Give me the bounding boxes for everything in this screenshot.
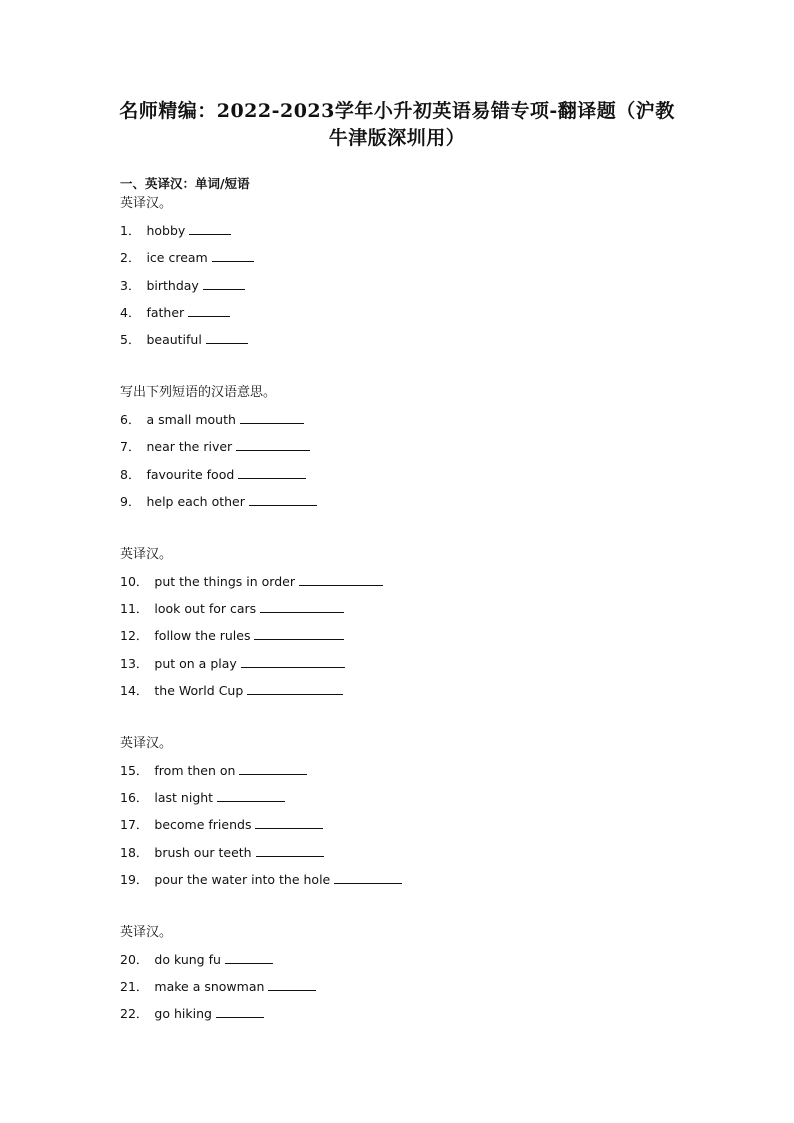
question-text: become friends (154, 817, 252, 832)
question-item (120, 330, 248, 348)
question-number: 20． (120, 952, 149, 967)
question-text: beautiful (146, 332, 202, 347)
question-item (120, 572, 383, 590)
question-item (120, 626, 344, 644)
answer-blank[interactable] (216, 1006, 264, 1018)
question-item (120, 950, 273, 968)
question-item (120, 437, 310, 455)
answer-blank[interactable] (334, 872, 402, 884)
question-number: 12． (120, 628, 149, 643)
question-number: 18． (120, 845, 149, 860)
question-text: favourite food (146, 467, 235, 482)
question-text: last night (154, 790, 214, 805)
instruction: 英译汉。 (120, 196, 173, 211)
question-number: 3． (120, 278, 141, 293)
answer-blank[interactable] (217, 790, 285, 802)
instruction: 写出下列短语的汉语意思。 (120, 385, 277, 400)
answer-blank[interactable] (256, 845, 324, 857)
question-text: follow the rules (154, 628, 251, 643)
question-text: birthday (146, 278, 199, 293)
question-text: pour the water into the hole (154, 872, 331, 887)
answer-blank[interactable] (206, 332, 248, 344)
answer-blank[interactable] (260, 601, 344, 613)
question-item (120, 761, 307, 779)
question-number: 2． (120, 250, 141, 265)
question-text: near the river (146, 439, 233, 454)
question-number: 4． (120, 305, 141, 320)
question-item (120, 815, 323, 833)
question-item (120, 465, 306, 483)
question-item (120, 599, 344, 617)
answer-blank[interactable] (236, 439, 310, 451)
instruction: 英译汉。 (120, 736, 173, 751)
question-text: make a snowman (154, 979, 265, 994)
question-item (120, 276, 245, 294)
answer-blank[interactable] (254, 628, 344, 640)
instruction: 英译汉。 (120, 925, 173, 940)
question-item (120, 681, 343, 699)
answer-blank[interactable] (212, 250, 254, 262)
answer-blank[interactable] (247, 683, 343, 695)
answer-blank[interactable] (240, 412, 304, 424)
question-number: 7． (120, 439, 141, 454)
answer-blank[interactable] (299, 574, 383, 586)
question-number: 13． (120, 656, 149, 671)
question-text: the World Cup (154, 683, 244, 698)
question-number: 16． (120, 790, 149, 805)
page-title-line2: 牛津版深圳用） (328, 127, 466, 149)
question-number: 1． (120, 223, 141, 238)
question-text: do kung fu (154, 952, 221, 967)
answer-blank[interactable] (249, 494, 317, 506)
answer-blank[interactable] (238, 467, 306, 479)
question-item (120, 870, 402, 888)
question-text: put the things in order (154, 574, 295, 589)
question-text: go hiking (154, 1006, 212, 1021)
question-item (120, 977, 316, 995)
question-text: brush our teeth (154, 845, 252, 860)
question-text: put on a play (154, 656, 237, 671)
answer-blank[interactable] (239, 763, 307, 775)
question-number: 22． (120, 1006, 149, 1021)
question-number: 17． (120, 817, 149, 832)
question-text: from then on (154, 763, 236, 778)
question-number: 11． (120, 601, 149, 616)
question-text: ice cream (146, 250, 208, 265)
answer-blank[interactable] (189, 223, 231, 235)
answer-blank[interactable] (188, 305, 230, 317)
question-number: 14． (120, 683, 149, 698)
question-item (120, 1004, 264, 1022)
question-number: 15． (120, 763, 149, 778)
question-item (120, 654, 345, 672)
answer-blank[interactable] (241, 656, 345, 668)
question-item (120, 410, 304, 428)
question-number: 8． (120, 467, 141, 482)
question-item (120, 248, 254, 266)
question-item (120, 221, 231, 239)
question-number: 21． (120, 979, 149, 994)
question-number: 5． (120, 332, 141, 347)
question-text: help each other (146, 494, 245, 509)
question-number: 9． (120, 494, 141, 509)
instruction: 英译汉。 (120, 547, 173, 562)
section-heading: 一、英译汉：单词/短语 (120, 176, 250, 191)
question-item (120, 303, 230, 321)
question-text: a small mouth (146, 412, 236, 427)
question-item (120, 843, 324, 861)
answer-blank[interactable] (255, 817, 323, 829)
question-number: 19． (120, 872, 149, 887)
question-item (120, 788, 285, 806)
answer-blank[interactable] (268, 979, 316, 991)
page-title: 名师精编：2022-2023学年小升初英语易错专项-翻译题（沪教 (119, 100, 675, 122)
question-number: 6． (120, 412, 141, 427)
question-item (120, 492, 317, 510)
question-text: father (146, 305, 185, 320)
answer-blank[interactable] (225, 952, 273, 964)
answer-blank[interactable] (203, 278, 245, 290)
question-number: 10． (120, 574, 149, 589)
question-text: hobby (146, 223, 186, 238)
question-text: look out for cars (154, 601, 257, 616)
